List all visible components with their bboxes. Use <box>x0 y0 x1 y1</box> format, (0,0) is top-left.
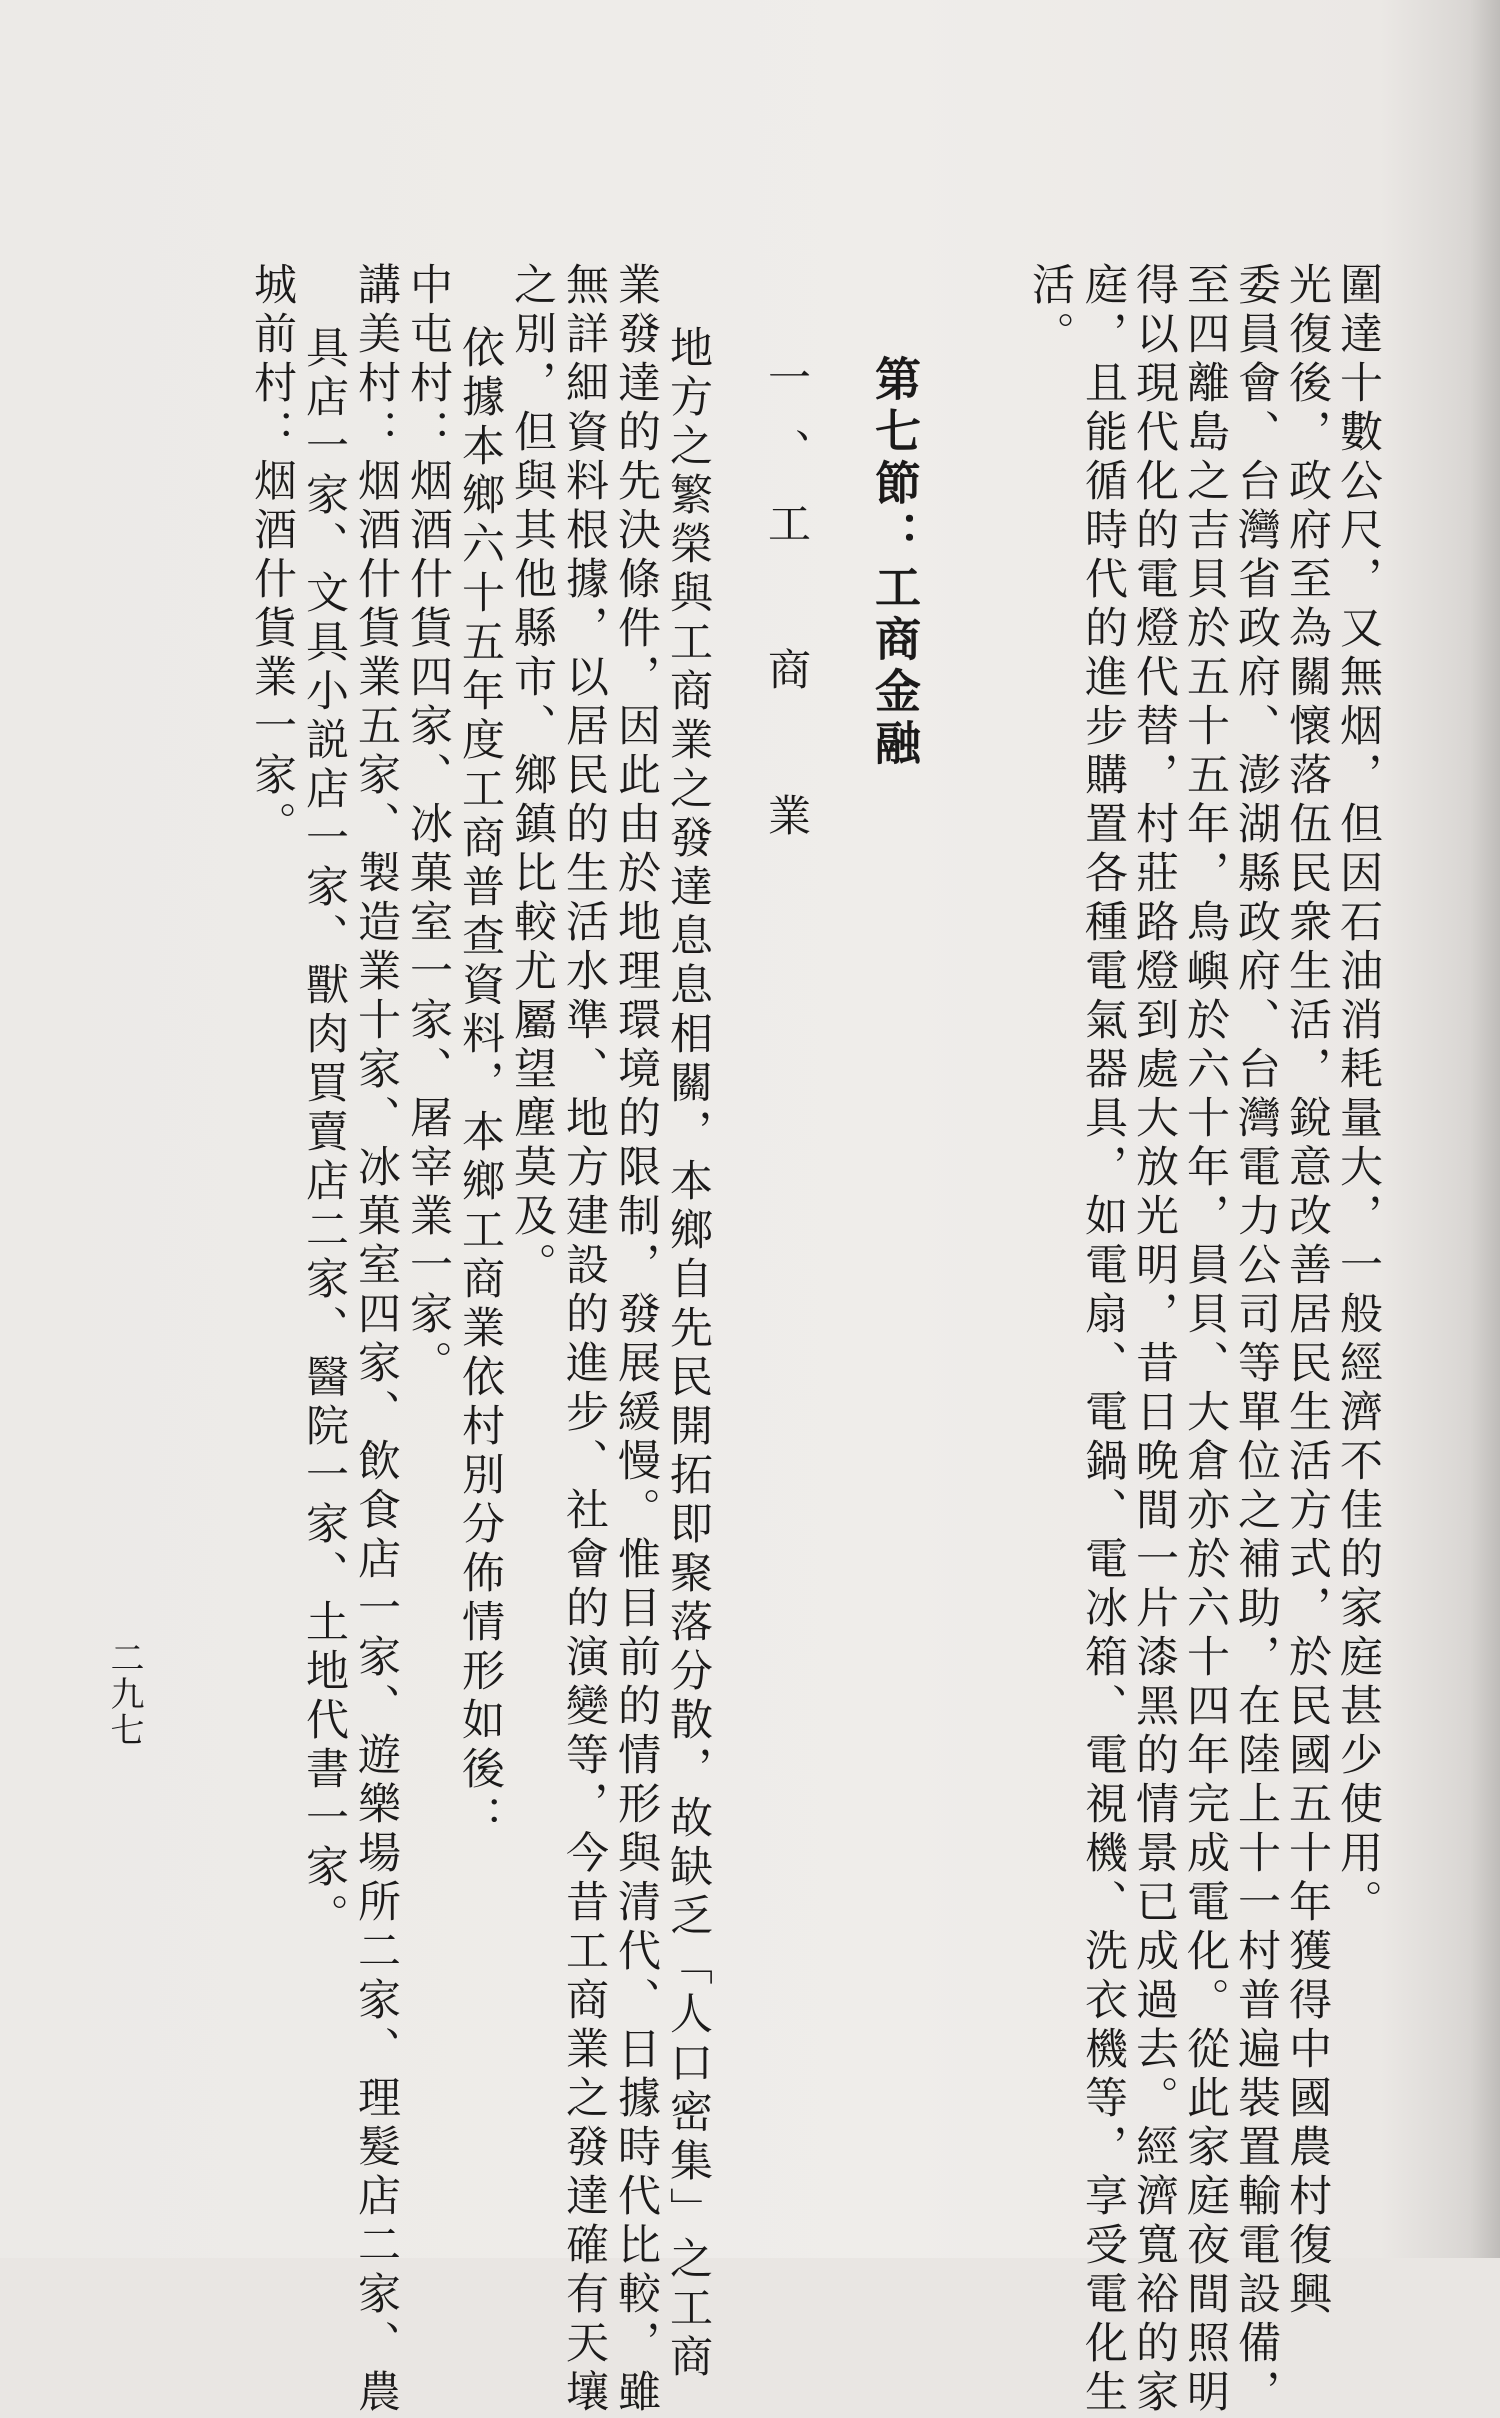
page-edge-shadow <box>1470 0 1500 2258</box>
subsection-heading: 一、工 商 業 <box>761 355 811 866</box>
text-column-7: 活。 <box>1025 262 1075 360</box>
text-column-13: 中屯村：烟酒什貨四家、冰菓室一家、屠宰業一家。 <box>403 262 453 1389</box>
text-column-5: 得以現代化的電燈代替，村莊路燈到處大放光明，昔日晚間一片漆黑的情景已成過去。經濟寬裕的家 <box>1129 262 1179 2418</box>
text-column-12: 依據本鄉六十五年度工商普查資料，本鄉工商業依村別分佈情形如後： <box>455 325 505 1844</box>
text-column-15: 具店一家、文具小説店一家、獸肉買賣店二家、醫院一家、土地代書一家。 <box>299 325 349 1942</box>
text-column-16: 城前村：烟酒什貨業一家。 <box>247 262 297 850</box>
text-column-9: 業發達的先決條件，因此由於地理環境的限制，發展緩慢。惟目前的情形與清代、日據時代比較，雖 <box>611 262 661 2418</box>
text-column-1: 圍達十數公尺，又無烟，但因石油消耗量大，一般經濟不佳的家庭甚少使用。 <box>1333 262 1383 1928</box>
text-column-8: 地方之繁榮與工商業之發達息息相關，本鄉自先民開拓即聚落分散，故缺乏「人口密集」之工商 <box>663 325 713 2383</box>
page-number: 二九七 <box>104 1640 144 1748</box>
text-column-10: 無詳細資料根據，以居民的生活水準、地方建設的進步、社會的演變等，今昔工商業之發達確有天壤 <box>559 262 609 2418</box>
text-column-6: 庭，且能循時代的進步購置各種電氣器具，如電扇、電鍋、電冰箱、電視機、洗衣機等，享受電化生 <box>1078 262 1128 2418</box>
text-column-3: 委員會、台灣省政府、澎湖縣政府、台灣電力公司等單位之補助，在陸上十一村普遍裝置輸電設備， <box>1231 262 1281 2418</box>
text-column-4: 至四離島之吉貝於五十五年，鳥嶼於六十年，員貝、大倉亦於六十四年完成電化。從此家庭夜間照明 <box>1180 262 1230 2418</box>
text-column-14: 講美村：烟酒什貨業五家、製造業十家、冰菓室四家、飲食店一家、遊樂場所二家、理髮店二家、農 <box>351 262 401 2418</box>
text-column-11: 之別，但與其他縣市、鄉鎮比較尤屬望塵莫及。 <box>507 262 557 1291</box>
text-column-2: 光復後，政府至為關懷落伍民衆生活，銳意改善居民生活方式，於民國五十年獲得中國農村復興 <box>1282 262 1332 2320</box>
section-heading: 第七節：工商金融 <box>868 355 922 771</box>
